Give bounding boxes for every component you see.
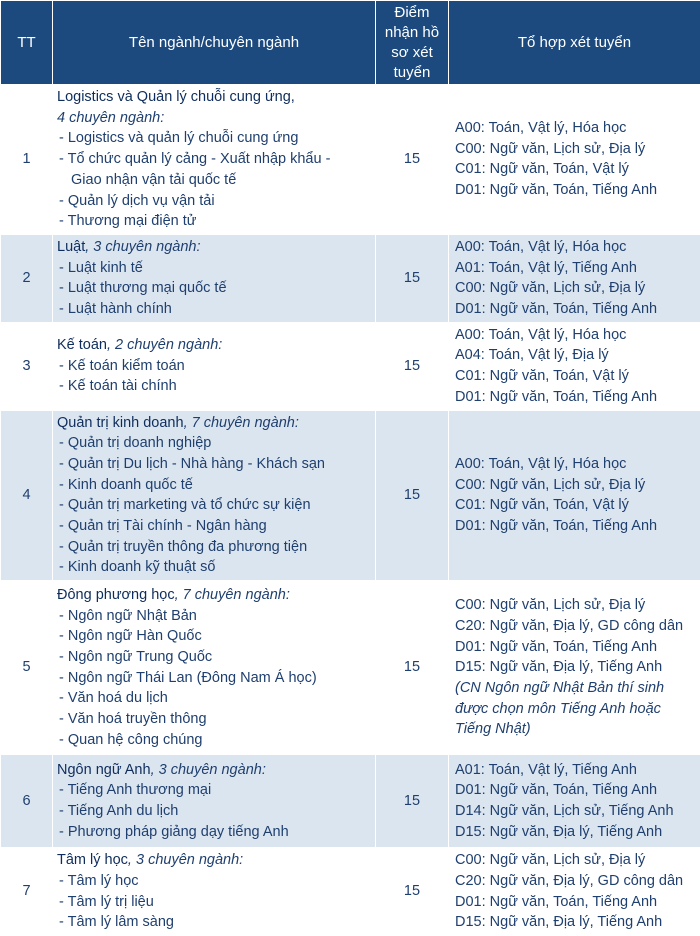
header-points-line: tuyển <box>376 63 448 83</box>
major-cell <box>53 581 376 755</box>
header-subject-combinations: Tổ hợp xét tuyển <box>449 1 700 85</box>
subject-combination: D15: Ngữ văn, Địa lý, Tiếng Anh <box>455 822 700 843</box>
header-row <box>1 1 700 85</box>
subject-combination: D01: Ngữ văn, Toán, Tiếng Anh <box>455 637 700 658</box>
subject-combination: C01: Ngữ văn, Toán, Vật lý <box>455 366 700 387</box>
major-heading <box>57 760 375 781</box>
subject-combination: C01: Ngữ văn, Toán, Vật lý <box>455 159 700 180</box>
row-number: 2 <box>1 234 53 322</box>
subject-combination: A00: Toán, Vật lý, Hóa học <box>455 237 700 258</box>
specialization-item: - Kế toán tài chính <box>57 376 375 397</box>
specialization-item: - Tổ chức quản lý cảng - Xuất nhập khẩu - <box>57 149 375 170</box>
subject-combinations-cell <box>449 848 700 936</box>
row-number: 3 <box>1 322 53 410</box>
table-row <box>1 410 700 581</box>
subject-combination: C00: Ngữ văn, Lịch sử, Địa lý <box>455 595 700 616</box>
subject-combinations-cell <box>449 322 700 410</box>
specialization-item: - Tâm lý trị liệu <box>57 892 375 913</box>
major-cell <box>53 234 376 322</box>
subject-combination: A04: Toán, Vật lý, Địa lý <box>455 345 700 366</box>
subject-combinations-cell <box>449 410 700 581</box>
major-cell <box>53 410 376 581</box>
specialization-count: , 3 chuyên ngành: <box>151 762 266 778</box>
specialization-item: - Luật hành chính <box>57 299 375 320</box>
major-cell <box>53 322 376 410</box>
admission-points: 15 <box>376 322 449 410</box>
subject-combination: C00: Ngữ văn, Lịch sử, Địa lý <box>455 139 700 160</box>
table-row <box>1 755 700 848</box>
specialization-item: Giao nhận vận tải quốc tế <box>57 170 375 191</box>
subject-combinations-cell <box>449 581 700 755</box>
header-major-name: Tên ngành/chuyên ngành <box>53 1 376 85</box>
admission-points: 15 <box>376 755 449 848</box>
table-row <box>1 85 700 235</box>
major-cell <box>53 848 376 936</box>
specialization-item: - Quản trị truyền thông đa phương tiện <box>57 537 375 558</box>
specialization-item: - Kế toán kiểm toán <box>57 356 375 377</box>
admission-points: 15 <box>376 234 449 322</box>
subject-combination: D15: Ngữ văn, Địa lý, Tiếng Anh <box>455 912 700 933</box>
specialization-count: , 7 chuyên ngành: <box>184 415 299 431</box>
subject-combination: A01: Toán, Vật lý, Tiếng Anh <box>455 760 700 781</box>
specialization-item: - Thương mại điện tử <box>57 211 375 232</box>
specialization-item: - Ngôn ngữ Thái Lan (Đông Nam Á học) <box>57 668 375 689</box>
major-heading <box>57 237 375 258</box>
specialization-item: - Văn hoá du lịch <box>57 688 375 709</box>
specialization-item: - Tiếng Anh du lịch <box>57 801 375 822</box>
major-name: Luật <box>57 239 85 255</box>
header-points-line: Điểm <box>376 3 448 23</box>
major-heading <box>57 585 375 606</box>
row-number: 7 <box>1 848 53 936</box>
subject-combination: C00: Ngữ văn, Lịch sử, Địa lý <box>455 278 700 299</box>
subject-combination: D01: Ngữ văn, Toán, Tiếng Anh <box>455 299 700 320</box>
major-heading <box>57 335 375 356</box>
subject-combination: A00: Toán, Vật lý, Hóa học <box>455 454 700 475</box>
specialization-item: - Luật thương mại quốc tế <box>57 278 375 299</box>
major-cell <box>53 85 376 235</box>
specialization-item: - Quản trị doanh nghiệp <box>57 433 375 454</box>
specialization-item: - Phương pháp giảng dạy tiếng Anh <box>57 822 375 843</box>
specialization-item: - Luật kinh tế <box>57 258 375 279</box>
row-number: 6 <box>1 755 53 848</box>
subject-combination: C00: Ngữ văn, Lịch sử, Địa lý <box>455 850 700 871</box>
specialization-item: - Tiếng Anh thương mại <box>57 780 375 801</box>
admission-points: 15 <box>376 410 449 581</box>
specialization-item: - Ngôn ngữ Trung Quốc <box>57 647 375 668</box>
subject-combinations-cell <box>449 755 700 848</box>
specialization-item: - Logistics và quản lý chuỗi cung ứng <box>57 128 375 149</box>
major-name: Logistics và Quản lý chuỗi cung ứng, <box>57 89 295 105</box>
header-points-line: nhận hồ <box>376 23 448 43</box>
specialization-item: - Quản trị Tài chính - Ngân hàng <box>57 516 375 537</box>
specialization-item: - Quản lý dịch vụ vận tải <box>57 191 375 212</box>
row-number: 4 <box>1 410 53 581</box>
specialization-count: , 3 chuyên ngành: <box>85 239 200 255</box>
subject-combination: C00: Ngữ văn, Lịch sử, Địa lý <box>455 475 700 496</box>
combination-note: (CN Ngôn ngữ Nhật Bản thí sinh được chọn môn Tiếng Anh hoặc Tiếng Nhật) <box>455 678 700 740</box>
specialization-item: - Kinh doanh kỹ thuật số <box>57 557 375 578</box>
specialization-count: , 2 chuyên ngành: <box>107 337 222 353</box>
specialization-count: 4 chuyên ngành: <box>57 110 164 126</box>
specialization-item: - Quan hệ công chúng <box>57 730 375 751</box>
subject-combination: C20: Ngữ văn, Địa lý, GD công dân <box>455 871 700 892</box>
specialization-item: - Ngôn ngữ Nhật Bản <box>57 606 375 627</box>
subject-combination: D15: Ngữ văn, Địa lý, Tiếng Anh <box>455 657 700 678</box>
major-heading <box>57 413 375 434</box>
subject-combination: D01: Ngữ văn, Toán, Tiếng Anh <box>455 780 700 801</box>
major-name: Quản trị kinh doanh <box>57 415 184 431</box>
table-row <box>1 848 700 936</box>
subject-combination: A01: Toán, Vật lý, Tiếng Anh <box>455 258 700 279</box>
specialization-item: - Văn hoá truyền thông <box>57 709 375 730</box>
major-name: Đông phương học <box>57 587 175 603</box>
row-number: 5 <box>1 581 53 755</box>
major-name: Ngôn ngữ Anh <box>57 762 151 778</box>
table-row <box>1 581 700 755</box>
row-number: 1 <box>1 85 53 235</box>
major-name: Kế toán <box>57 337 107 353</box>
specialization-item: - Quản trị Du lịch - Nhà hàng - Khách sạn <box>57 454 375 475</box>
subject-combination: D01: Ngữ văn, Toán, Tiếng Anh <box>455 387 700 408</box>
specialization-item: - Ngôn ngữ Hàn Quốc <box>57 626 375 647</box>
subject-combination: A00: Toán, Vật lý, Hóa học <box>455 325 700 346</box>
specialization-item: - Kinh doanh quốc tế <box>57 475 375 496</box>
specialization-item: - Tâm lý lâm sàng <box>57 912 375 933</box>
table-row <box>1 234 700 322</box>
major-cell <box>53 755 376 848</box>
subject-combination: D01: Ngữ văn, Toán, Tiếng Anh <box>455 892 700 913</box>
subject-combination: C01: Ngữ văn, Toán, Vật lý <box>455 495 700 516</box>
admission-points: 15 <box>376 85 449 235</box>
major-name: Tâm lý học <box>57 852 128 868</box>
table-row <box>1 322 700 410</box>
header-admission-points <box>376 1 449 85</box>
subject-combinations-cell <box>449 234 700 322</box>
header-points-line: sơ xét <box>376 43 448 63</box>
subject-combinations-cell <box>449 85 700 235</box>
major-heading <box>57 87 375 108</box>
admission-points: 15 <box>376 848 449 936</box>
subject-combination: C20: Ngữ văn, Địa lý, GD công dân <box>455 616 700 637</box>
admission-points: 15 <box>376 581 449 755</box>
subject-combination: D01: Ngữ văn, Toán, Tiếng Anh <box>455 180 700 201</box>
subject-combination: A00: Toán, Vật lý, Hóa học <box>455 118 700 139</box>
specialization-item: - Quản trị marketing và tổ chức sự kiện <box>57 495 375 516</box>
specialization-item: - Tâm lý học <box>57 871 375 892</box>
specialization-count: , 3 chuyên ngành: <box>128 852 243 868</box>
major-heading <box>57 850 375 871</box>
subject-combination: D14: Ngữ văn, Lịch sử, Tiếng Anh <box>455 801 700 822</box>
subject-combination: D01: Ngữ văn, Toán, Tiếng Anh <box>455 516 700 537</box>
header-tt: TT <box>1 1 53 85</box>
specialization-count: , 7 chuyên ngành: <box>175 587 290 603</box>
